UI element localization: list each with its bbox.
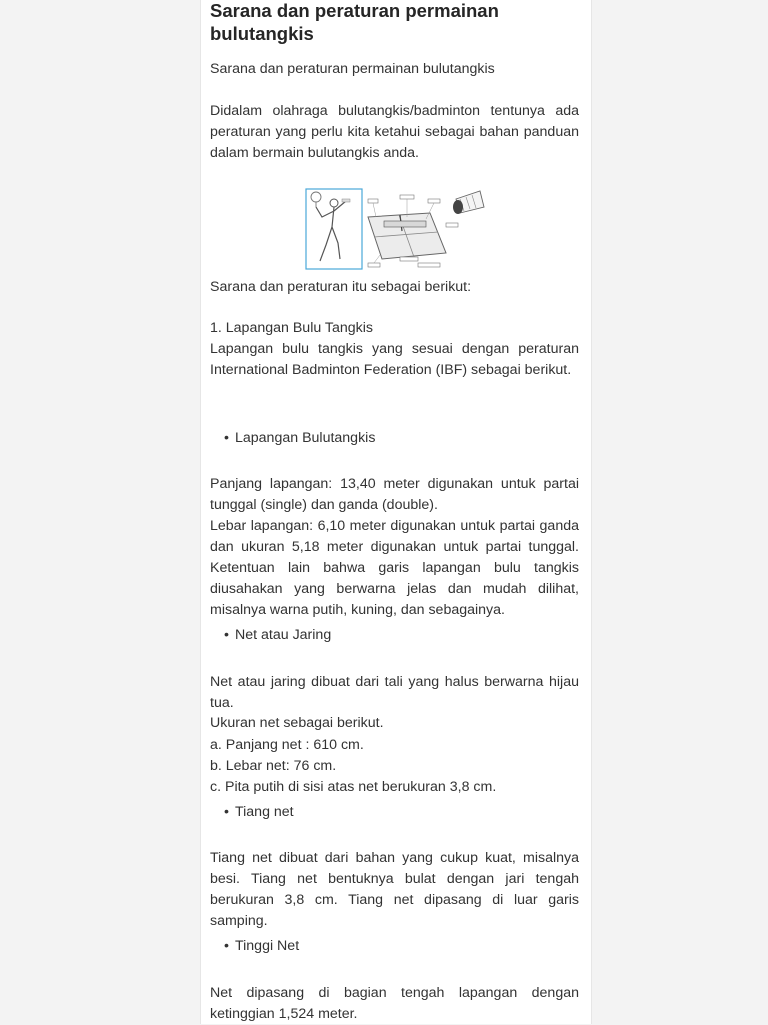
- bullet-net-label: Net atau Jaring: [235, 627, 332, 643]
- net-size-c: c. Pita putih di sisi atas net berukuran 3,8 cm.: [210, 779, 497, 795]
- article-subtitle: Sarana dan peraturan permainan bulutangkis: [210, 61, 495, 77]
- bullet-net: [224, 625, 331, 646]
- bullet-pole-label: Tiang net: [235, 804, 294, 820]
- section-1-text: Lapangan bulu tangkis yang sesuai dengan peraturan International Badminton Federation (IBF) sebagai berikut.: [210, 341, 579, 378]
- badminton-illustration: [304, 187, 488, 271]
- bullet-court-label: Lapangan Bulutangkis: [235, 430, 376, 446]
- article-page: [200, 0, 592, 1024]
- bullet-pole: [224, 802, 294, 823]
- bullet-height: [224, 936, 299, 957]
- net-size-b: b. Lebar net: 76 cm.: [210, 758, 337, 774]
- court-width-text: Lebar lapangan: 6,10 meter digunakan untuk partai ganda dan ukuran 5,18 meter digunakan untuk partai tunggal. Ketentuan lain bahwa garis lapangan bulu tangkis diusahakan yang berwarna jelas dan mudah dilihat, misalnya warna putih, kuning, dan sebagainya.: [210, 518, 579, 618]
- bullet-dot: •: [224, 804, 229, 820]
- net-text: Net atau jaring dibuat dari tali yang halus berwarna hijau tua.: [210, 674, 579, 711]
- bullet-dot: •: [224, 430, 229, 446]
- section-1-heading: 1. Lapangan Bulu Tangkis: [210, 320, 374, 336]
- net-size-a: a. Panjang net : 610 cm.: [210, 737, 364, 753]
- lead-in-text: Sarana dan peraturan itu sebagai berikut:: [210, 279, 472, 295]
- bullet-dot: •: [224, 627, 229, 643]
- badminton-diagram-image: [304, 187, 488, 271]
- article-title: Sarana dan peraturan permainan bulutangkis: [210, 0, 499, 44]
- height-text: Net dipasang di bagian tengah lapangan dengan ketinggian 1,524 meter.: [210, 985, 579, 1022]
- bullet-height-label: Tinggi Net: [235, 938, 300, 954]
- net-size-intro: Ukuran net sebagai berikut.: [210, 715, 384, 731]
- intro-paragraph: Didalam olahraga bulutangkis/badminton tentunya ada peraturan yang perlu kita ketahui sebagai bahan panduan dalam bermain bulutangkis anda.: [210, 103, 579, 161]
- pole-text: Tiang net dibuat dari bahan yang cukup kuat, misalnya besi. Tiang net bentuknya bulat dengan jari tengah berukuran 3,8 cm. Tiang net dipasang di luar garis samping.: [210, 850, 579, 929]
- bullet-court: [224, 428, 375, 449]
- bullet-dot: •: [224, 938, 229, 954]
- court-length-text: Panjang lapangan: 13,40 meter digunakan untuk partai tunggal (single) dan ganda (double).: [210, 476, 579, 513]
